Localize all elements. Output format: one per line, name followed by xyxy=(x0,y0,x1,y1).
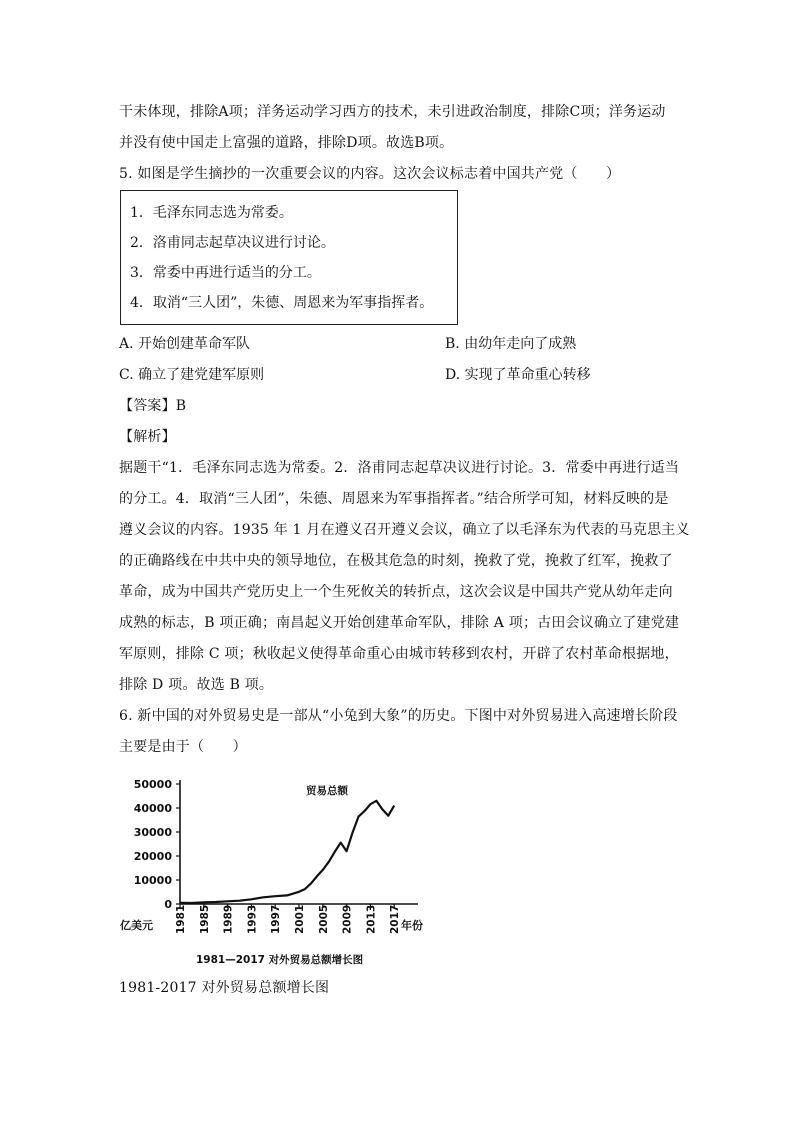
text-line: 并没有使中国走上富强的道路，排除D项。故选B项。 xyxy=(119,135,454,151)
answer-label: 【答案】B xyxy=(119,398,187,414)
analysis-line: 革命，成为中国共产党历史上一个生死攸关的转折点，这次会议是中国共产党从幼年走向 xyxy=(119,584,673,600)
x-tick-label: 2005 xyxy=(317,904,330,934)
x-tick-label: 1993 xyxy=(246,904,259,934)
analysis-line: 军原则，排除 C 项；秋收起义使得革命重心由城市转移到农村，开辟了农村革命根据地， xyxy=(119,646,679,662)
option-a: A. 开始创建革命军队 xyxy=(119,336,251,352)
text-line: 干未体现，排除A项；洋务运动学习西方的技术，未引进政治制度，排除C项；洋务运动 xyxy=(119,104,666,120)
analysis-line: 的分工。4．取消“三人团”，朱德、周恩来为军事指挥者。”结合所学可知，材料反映的是 xyxy=(119,491,669,507)
quote-box xyxy=(120,190,458,325)
y-tick-label: 30000 xyxy=(133,826,172,839)
question-6-stem: 6. 新中国的对外贸易史是一部从“小兔到大象”的历史。下图中对外贸易进入高速增长阶段 xyxy=(119,708,678,724)
x-tick-label: 2001 xyxy=(294,904,306,934)
analysis-title: 【解析】 xyxy=(119,429,176,445)
trade-chart xyxy=(118,770,438,970)
option-b: B. 由幼年走向了成熟 xyxy=(445,336,577,352)
x-tick-label: 2013 xyxy=(365,904,378,934)
y-tick-label: 40000 xyxy=(133,802,172,815)
analysis-line: 据题干“1．毛泽东同志选为常委。2．洛甫同志起草决议进行讨论。3．常委中再进行适当 xyxy=(119,460,680,476)
series-line-trade-total xyxy=(180,801,394,903)
x-tick-label: 2009 xyxy=(341,904,354,934)
question-5-stem: 5. 如图是学生摘抄的一次重要会议的内容。这次会议标志着中国共产党（ ） xyxy=(119,166,621,182)
y-tick-label: 10000 xyxy=(133,874,172,887)
question-6-stem: 主要是由于（ ） xyxy=(119,739,247,755)
y-tick-label: 50000 xyxy=(133,778,172,791)
trade-chart-svg xyxy=(118,770,438,970)
y-tick-label: 20000 xyxy=(133,850,172,863)
y-axis-label: 亿美元 xyxy=(120,919,153,932)
analysis-line: 遵义会议的内容。1935 年 1 月在遵义召开遵义会议，确立了以毛泽东为代表的马克思主义 xyxy=(119,522,690,538)
analysis-line: 成熟的标志，B 项正确；南昌起义开始创建革命军队，排除 A 项；古田会议确立了建党建 xyxy=(119,615,680,631)
y-tick-label: 0 xyxy=(164,898,172,911)
x-tick-label: 2017 xyxy=(389,904,402,934)
quote-item: 3．常委中再进行适当的分工。 xyxy=(130,265,321,281)
x-tick-label: 1997 xyxy=(270,904,283,934)
quote-item: 1．毛泽东同志选为常委。 xyxy=(130,205,293,221)
quote-item: 4．取消“三人团”，朱德、周恩来为军事指挥者。 xyxy=(130,295,434,311)
x-tick-label: 1981 xyxy=(175,904,187,934)
x-tick-label: 1985 xyxy=(198,904,211,934)
analysis-line: 排除 D 项。故选 B 项。 xyxy=(119,677,274,693)
x-tick-label: 1989 xyxy=(222,904,235,934)
option-c: C. 确立了建党建军原则 xyxy=(119,367,265,383)
legend-label: 贸易总额 xyxy=(306,785,348,797)
x-axis-label: 年份 xyxy=(401,919,423,932)
quote-item: 2．洛甫同志起草决议进行讨论。 xyxy=(130,235,335,251)
option-d: D. 实现了革命重心转移 xyxy=(445,367,591,383)
chart-title: 1981—2017 对外贸易总额增长图 xyxy=(196,954,364,966)
figure-caption: 1981-2017 对外贸易总额增长图 xyxy=(119,980,330,996)
analysis-line: 的正确路线在中共中央的领导地位，在极其危急的时刻，挽救了党，挽救了红军，挽救了 xyxy=(119,553,673,569)
